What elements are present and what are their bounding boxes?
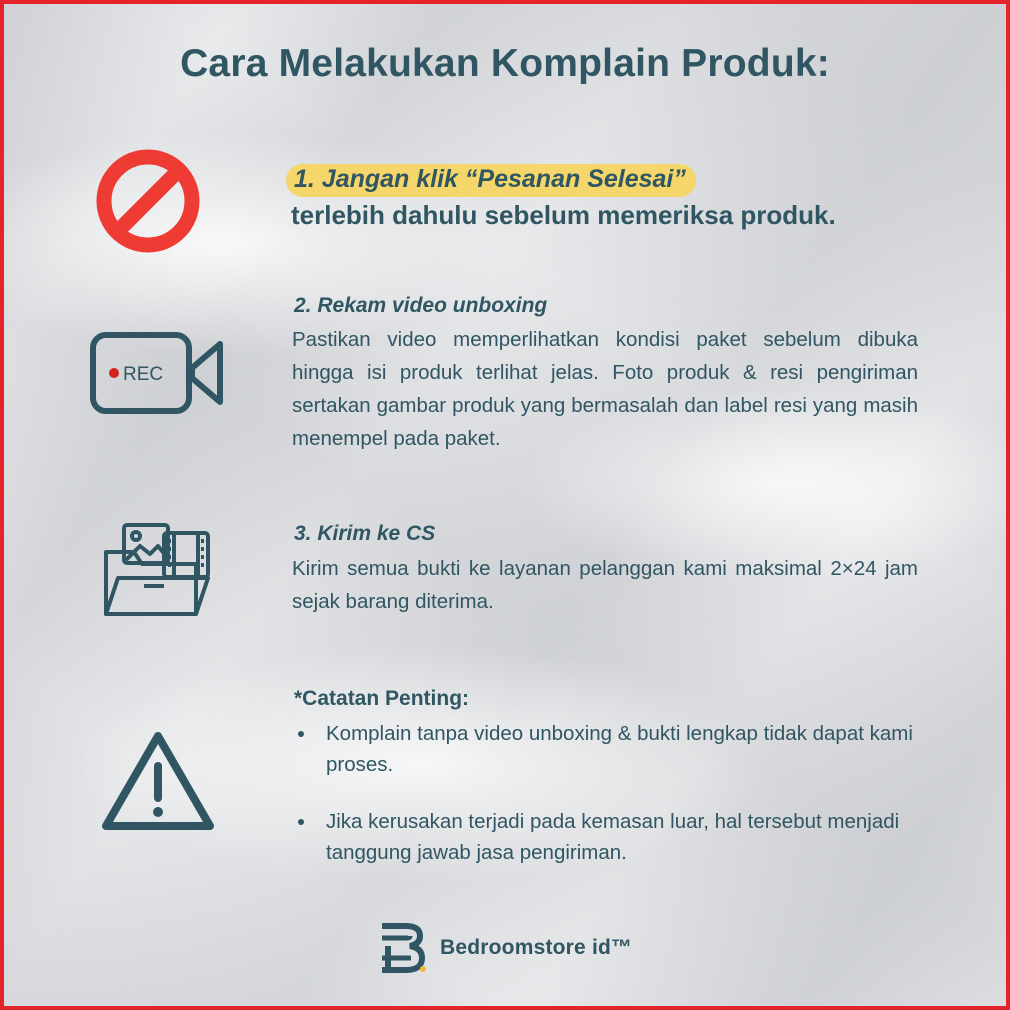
note-item: Jika kerusakan terjadi pada kemasan luar, hal tersebut menjadi tanggung jawab jasa pengiriman.: [294, 806, 934, 868]
bedroomstore-logo-icon: [380, 922, 426, 974]
step-2-heading: 2. Rekam video unboxing: [294, 294, 548, 317]
prohibited-icon: [94, 147, 202, 255]
page-title: Cara Melakukan Komplain Produk:: [180, 42, 830, 85]
rec-label: REC: [123, 364, 164, 385]
brand: [380, 922, 632, 974]
note-item: Komplain tanpa video unboxing & bukti lengkap tidak dapat kami proses.: [294, 718, 934, 780]
step-2-body: Pastikan video memperlihatkan kondisi paket sebelum dibuka hingga isi produk terlihat jelas. Foto produk & resi pengiriman sertakan gambar produk yang bermasalah dan label resi yang masih menempel pada paket.: [292, 328, 918, 450]
step-1-heading: 1. Jangan klik “Pesanan Selesai”: [286, 164, 696, 197]
step-3-body: Kirim semua bukti ke layanan pelanggan kami maksimal 2×24 jam sejak barang diterima.: [292, 557, 918, 613]
video-camera-rec-icon: [90, 330, 226, 416]
step-3-heading: 3. Kirim ke CS: [294, 522, 436, 545]
warning-icon: [100, 728, 216, 832]
note-list: [294, 718, 934, 868]
note-heading: *Catatan Penting:: [294, 687, 470, 710]
step-1-subheading: terlebih dahulu sebelum memeriksa produk.: [291, 200, 836, 230]
folder-media-icon: [102, 522, 214, 620]
brand-name: Bedroomstore id™: [440, 936, 633, 959]
